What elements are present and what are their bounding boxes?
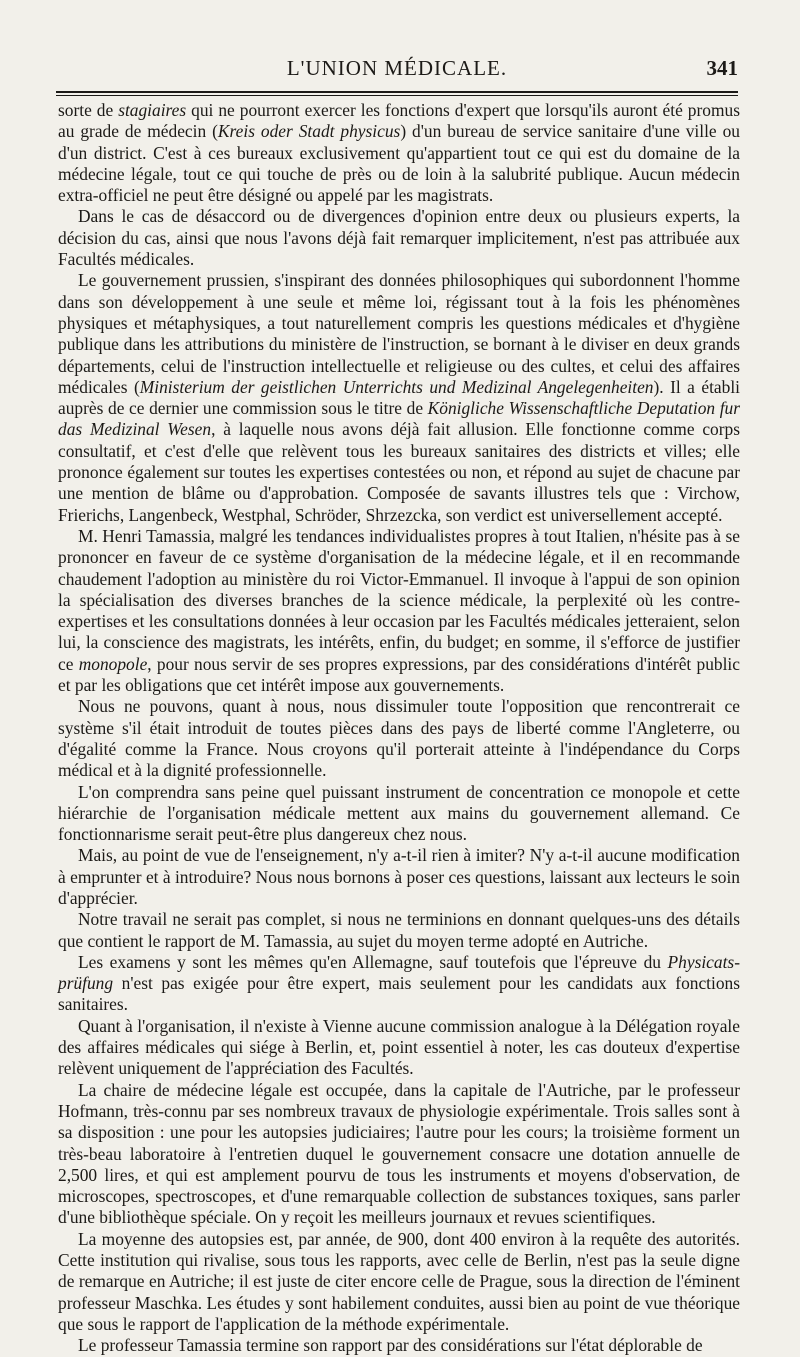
- text-run: ). Il a établi auprès de ce dernier une commission sous le titre de: [58, 376, 740, 419]
- text-run: sorte de: [58, 100, 119, 120]
- italic-text: Physicats-prüfung: [58, 951, 740, 994]
- paragraph: [58, 1016, 740, 1080]
- text-run: Dans le cas de désaccord ou de divergences d'opinion entre deux ou plusieurs experts, la décision du cas, ainsi que nous l'avons déjà fait remarquer implicitement, n'est pas attribuée aux Facultés médicales.: [58, 206, 740, 270]
- text-run: Le gouvernement prussien, s'inspirant des données philosophiques qui subordonnent l'homme dans son développement à une seule et même loi, régissant tout à la fois les phénomènes physiques et métaphysiques, a tout naturellement compris les questions médicales et d'hygiène publique dans les attributions du ministère de l'instruction, se bornant à le diviser en deux grands départements, celui de l'instruction intellectuelle et religieuse ou des cultes, et celui des affaires médicales (: [58, 270, 740, 397]
- paragraph: [58, 100, 740, 206]
- article-body: [58, 100, 740, 1357]
- italic-text: Ministerium der geistlichen Unterrichts und Medizinal Angelegenheiten: [139, 376, 654, 397]
- text-run: Les examens y sont les mêmes qu'en Allemagne, sauf toutefois que l'épreuve du: [78, 951, 668, 972]
- paragraph: [58, 270, 740, 526]
- italic-text: monopole: [78, 653, 148, 674]
- paragraph: [58, 1335, 740, 1356]
- text-run: Notre travail ne serait pas complet, si nous ne terminions en donnant quelques-uns des détails que contient le rapport de M. Tamassia, au sujet du moyen terme adopté en Autriche.: [58, 909, 740, 951]
- paragraph: [58, 206, 740, 270]
- text-run: La moyenne des autopsies est, par année, de 900, dont 400 environ à la requête des autorités. Cette institution qui rivalise, sous tous les rapports, avec celle de Berlin, n'est pas la seule digne de remarque en Autriche; il est juste de citer encore celle de Prague, sous la direction de l'éminent professeur Maschka. Les études y sont habilement conduites, aussi bien au point de vue théorique que sous le rapport de l'application de la méthode expérimentale.: [58, 1228, 740, 1334]
- text-run: , à laquelle nous avons déjà fait allusion. Elle fonctionne comme corps consultatif, et c'est d'elle que relèvent tous les bureaux sanitaires des districts et villes; elle prononce également sur toutes les expertises contestées ou non, et répond au sujet de chacune par une mention de blâme ou d'approbation. Composée de savants illustres tels que : Virchow, Frierichs, Langenbeck, Westphal, Schröder, Shrzezcka, son verdict est universellement accepté.: [58, 419, 740, 525]
- italic-text: stagiaires: [118, 100, 187, 120]
- paragraph: [58, 845, 740, 909]
- text-run: Le professeur Tamassia termine son rapport par des considérations sur l'état déplorable de: [78, 1335, 703, 1356]
- text-run: , pour nous servir de ses propres expressions, par des considérations d'intérêt public et par les obligations que cet intérêt impose aux gouvernements.: [58, 653, 740, 696]
- paragraph: [58, 1229, 740, 1335]
- text-run: Nous ne pouvons, quant à nous, nous dissimuler toute l'opposition que rencontrerait ce système s'il était introduit de toutes pièces dans des pays de liberté comme l'Angleterre, ou d'égalité comme la France. Nous croyons qu'il porterait atteinte à l'indépendance du Corps médical et à la dignité professionnelle.: [58, 696, 740, 781]
- header-rule: [56, 91, 738, 96]
- paragraph: [58, 526, 740, 696]
- paragraph: [58, 782, 740, 846]
- text-run: ) d'un bureau de service sanitaire d'une ville ou d'un district. C'est à ces bureaux exclusivement qu'appartient tout ce qui est du domaine de la médecine légale, tout ce qui touche de près ou de loin à la salubrité publique. Aucun médecin extra-officiel ne peut être désigné ou appelé par les magistrats.: [58, 121, 740, 206]
- text-run: qui ne pourront exercer les fonctions d'expert que lorsqu'ils auront été promus au grade de médecin (: [58, 100, 740, 142]
- journal-title: L'UNION MÉDICALE.: [286, 56, 508, 80]
- text-run: n'est pas exigée pour être expert, mais seulement pour les candidats aux fonctions sanitaires.: [58, 973, 740, 1015]
- paragraph: [58, 696, 740, 781]
- italic-text: Kreis oder Stadt physicus: [217, 121, 401, 142]
- paragraph: [58, 1080, 740, 1229]
- text-run: L'on comprendra sans peine quel puissant instrument de concentration ce monopole et cette hiérarchie de l'organisation médicale mettent aux mains du gouvernement allemand. Ce fonctionnarisme serait peut-être plus dangereux chez nous.: [58, 781, 740, 845]
- text-run: Mais, au point de vue de l'enseignement, n'y a-t-il rien à imiter? N'y a-t-il aucune modification à emprunter et à introduire? Nous nous bornons à poser ces questions, laissant aux lecteurs le soin d'apprécier.: [58, 845, 740, 908]
- paragraph: [58, 952, 740, 1016]
- text-run: La chaire de médecine légale est occupée, dans la capitale de l'Autriche, par le professeur Hofmann, très-connu par ses nombreux travaux de physiologie expérimentale. Trois salles sont à sa disposition : une pour les autopsies judiciaires; l'autre pour les cours; la troisième forment un très-beau laboratoire à l'entretien duquel le gouvernement consacre une dotation annuelle de 2,500 lires, et qui est amplement pourvu de tous les instruments et moyens d'observation, de microscopes, spectroscopes, et d'une remarquable collection de substances toxiques, sans parler d'une bibliothèque spéciale. On y reçoit les meilleurs journaux et revues scientifiques.: [58, 1079, 740, 1228]
- page-number: 341: [706, 56, 738, 80]
- italic-text: Königliche Wissenschaftliche Deputation fur das Medizinal Wesen: [58, 398, 740, 440]
- text-run: M. Henri Tamassia, malgré les tendances individualistes propres à tout Italien, n'hésite pas à se prononcer en faveur de ce système d'organisation de la médecine légale, et il en recommande chaudement l'adoption au ministère du roi Victor-Emmanuel. Il invoque à l'appui de son opinion la spécialisation des diverses branches de la science médicale, la perplexité où les contre-expertises et les consultations données à leur occasion par les Facultés médicales jetteraient, selon lui, la conscience des magistrats, les intérêts, enfin, du budget; en somme, il s'efforce de justifier ce: [58, 525, 740, 674]
- text-run: Quant à l'organisation, il n'existe à Vienne aucune commission analogue à la Délégation royale des affaires médicales qui siége à Berlin, et, point essentiel à noter, les cas douteux d'expertise relèvent uniquement de l'appréciation des Facultés.: [58, 1015, 740, 1079]
- paragraph: [58, 909, 740, 952]
- running-header: [56, 56, 738, 82]
